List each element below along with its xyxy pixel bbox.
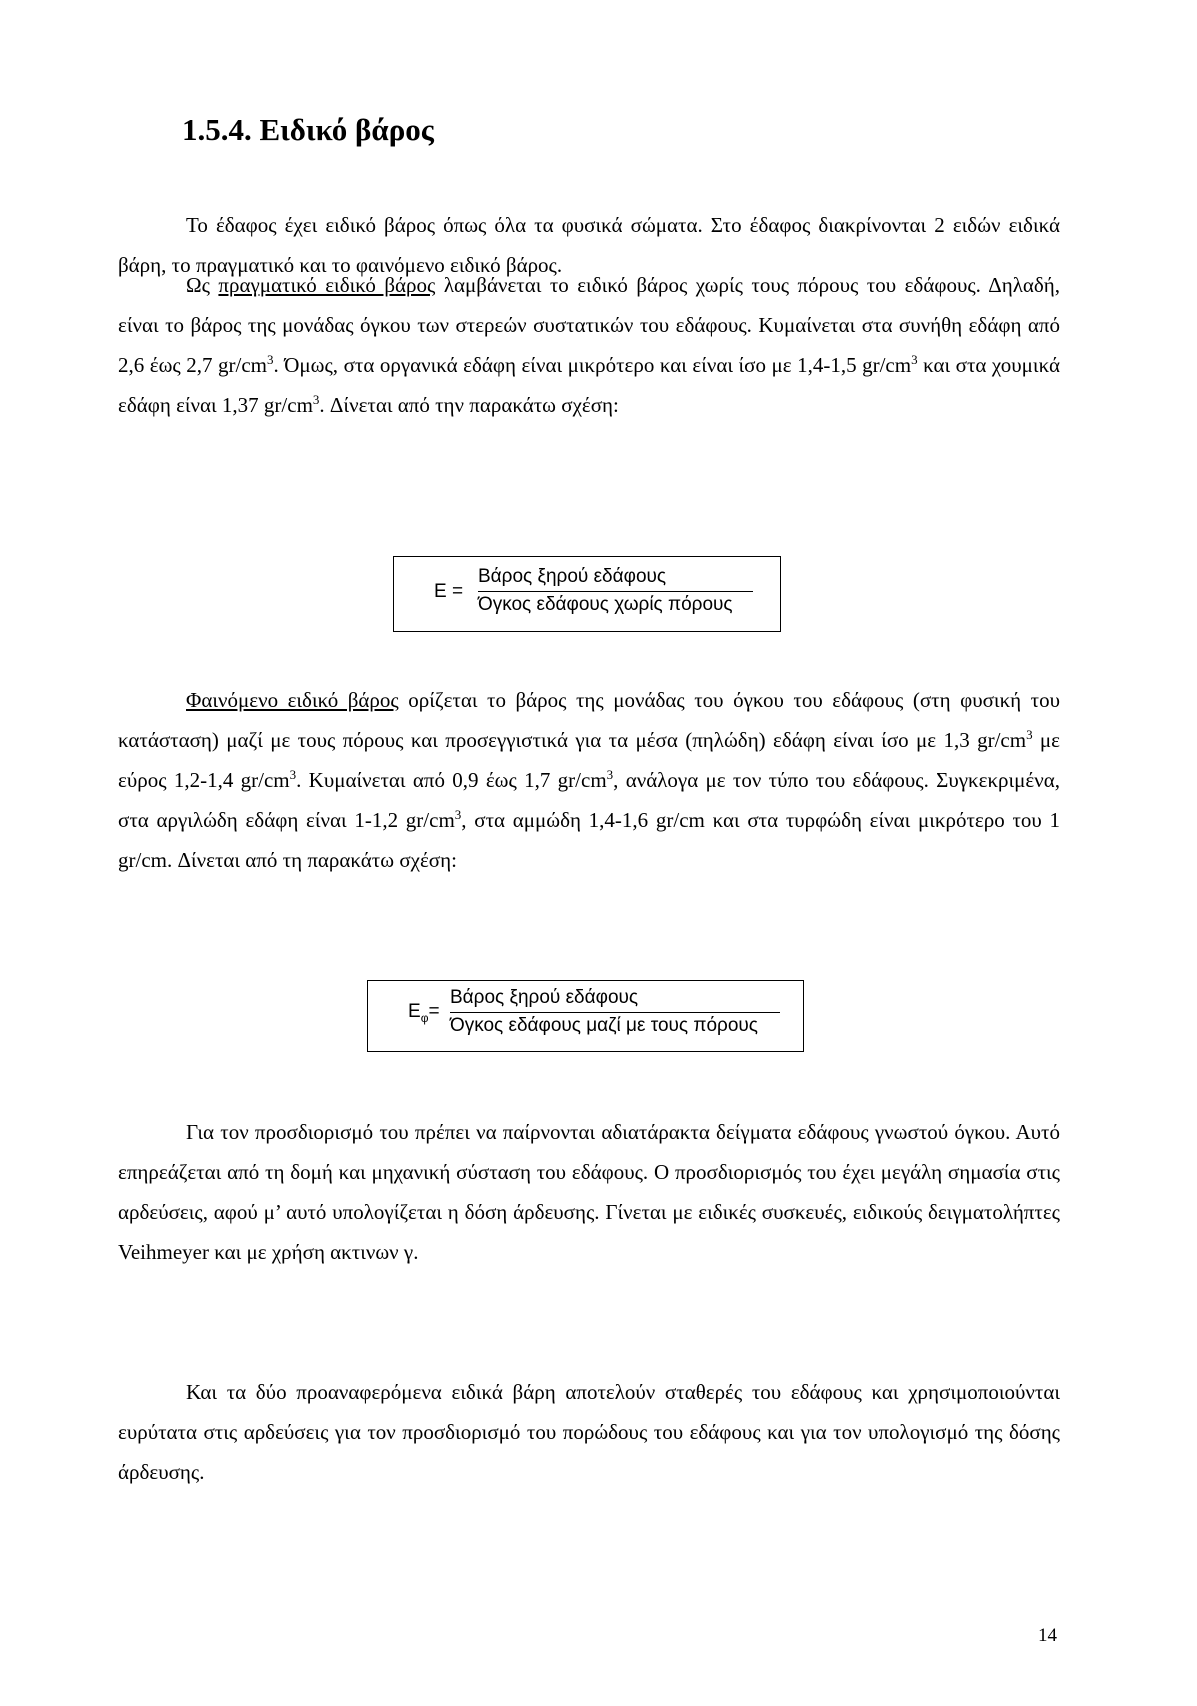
superscript: 3 xyxy=(911,352,918,367)
formula-apparent-specific-weight xyxy=(367,980,804,1052)
text-segment: . Δίνεται από τη παρακάτω σχέση: xyxy=(166,848,457,872)
formula-lhs xyxy=(408,1001,440,1025)
formula-real-specific-weight xyxy=(393,556,781,632)
paragraph-apparent-specific-weight xyxy=(118,680,1060,880)
paragraph-conclusion: Και τα δύο προαναφερόμενα ειδικά βάρη αποτελούν σταθερές του εδάφους και χρησιμοποιούνται ευρύτατα στις αρδεύσεις για τον προσδιορισμό του πορώδους του εδάφους και για τον υπολογισμό της δόσης άρδευσης. xyxy=(118,1380,1060,1484)
text-segment: και στα τυρφώδη είναι μικρότερο του 1 gr/cm xyxy=(118,808,1060,872)
formula-lhs-symbol: E xyxy=(408,1001,421,1022)
formula-numerator: Βάρος ξηρού εδάφους xyxy=(450,986,780,1013)
paragraph-determination: Για τον προσδιορισμό του πρέπει να παίρνονται αδιατάρακτα δείγματα εδάφους γνωστού όγκου. Αυτό επηρεάζεται από τη δομή και μηχανική σύσταση του εδάφους. Ο προσδιορισμός του έχει μεγάλη σημασία στις αρδεύσεις, αφού μ’ αυτό υπολογίζεται η δόση άρδευσης. Γίνεται με ειδικές συσκευές, ειδικούς δειγματολήπτες Veihmeyer και με χρήση ακτινων γ. xyxy=(118,1120,1060,1264)
text-segment: λαμβάνεται το ειδικό βάρος χωρίς τους πόρους του εδάφους. Δηλαδή, είναι το βάρος της μονάδας όγκου των στερεών συστατικών του εδάφους. Κυμαίνεται στα συνήθη εδάφη από 2,6 έως 2,7 gr/cm xyxy=(118,273,1061,377)
text-segment: με εύρος 1,2-1,4 gr/cm xyxy=(118,728,1061,792)
text-segment: , ανάλογα με τον τύπο του εδάφους. Συγκεκριμένα, στα αργιλώδη εδάφη είναι 1-1,2 gr/cm xyxy=(118,768,1060,832)
paragraph-real-specific-weight xyxy=(118,265,1060,425)
formula-lhs-subscript: φ xyxy=(420,1010,429,1025)
superscript: 3 xyxy=(312,392,320,407)
section-heading: 1.5.4. Ειδικό βάρος xyxy=(182,112,434,147)
text-segment: Ως xyxy=(186,273,210,297)
text-segment: και στα χουμικά εδάφη είναι 1,37 gr/cm xyxy=(118,353,1060,417)
superscript: 3 xyxy=(266,352,274,367)
formula-numerator: Βάρος ξηρού εδάφους xyxy=(478,565,753,592)
page-number: 14 xyxy=(1038,1625,1057,1646)
formula-equals: = xyxy=(428,1001,440,1022)
text-segment: . Δίνεται από την παρακάτω σχέση: xyxy=(319,393,619,417)
text-segment: . Κυμαίνεται από 0,9 έως 1,7 gr/cm xyxy=(296,768,607,792)
superscript: 3 xyxy=(606,767,614,782)
formula-denominator: Όγκος εδάφους μαζί με τους πόρους xyxy=(450,1015,758,1036)
superscript: 3 xyxy=(1026,727,1033,742)
formula-fraction xyxy=(450,986,780,1039)
paragraph-intro: Το έδαφος έχει ειδικό βάρος όπως όλα τα φυσικά σώματα. Στο έδαφος διακρίνονται 2 ειδών ειδικά βάρη, το πραγματικό και το φαινόμενο ειδικό βάρος. xyxy=(118,213,1060,277)
formula-fraction xyxy=(478,565,753,618)
text-segment: . Όμως, στα οργανικά εδάφη είναι μικρότερο και είναι ίσο με 1,4-1,5 gr/cm xyxy=(273,353,912,377)
superscript: 3 xyxy=(289,767,297,782)
superscript: 3 xyxy=(454,807,462,822)
text-segment: , στα αμμώδη 1,4-1,6 gr/cm xyxy=(461,808,705,832)
formula-lhs: E = xyxy=(434,581,464,602)
formula-denominator: Όγκος εδάφους χωρίς πόρους xyxy=(478,594,733,615)
term-apparent-specific-weight: Φαινόμενο ειδικό βάρος xyxy=(186,688,399,712)
text-segment: ορίζεται το βάρος της μονάδας του όγκου του εδάφους (στη φυσική του κατάσταση) μαζί με τους πόρους και προσεγγιστικά για τα μέσα (πηλώδη) εδάφη είναι ίσο με 1,3 gr/cm xyxy=(118,688,1060,752)
term-real-specific-weight: πραγματικό ειδικό βάρος xyxy=(218,273,436,297)
